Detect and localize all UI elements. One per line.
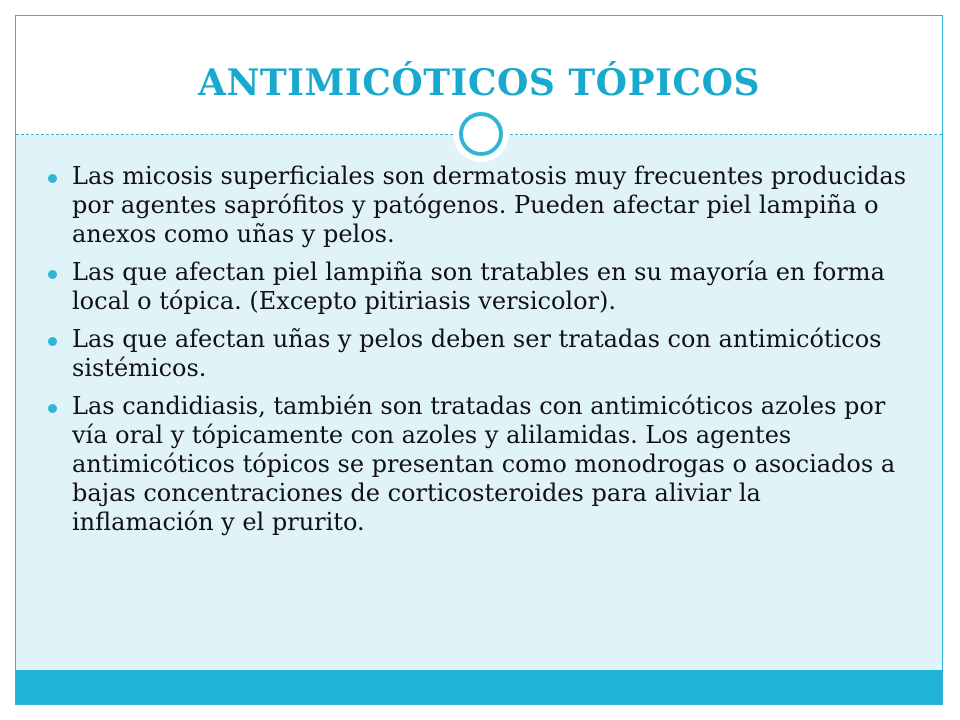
bullet-text: Las micosis superficiales son dermatosis muy frecuentes producidas por agentes saprófitos y patógenos. Pueden afectar piel lampiña o anexos como uñas y pelos. <box>72 162 907 248</box>
bullet-text: Las candidiasis, también son tratadas con antimicóticos azoles por vía oral y tópicamente con azoles y alilamidas. Los agentes antimicóticos tópicos se presentan como monodrogas o asociados a bajas concentraciones de corticosteroides para aliviar la inflamación y el prurito. <box>72 392 896 536</box>
bullet-text: Las que afectan piel lampiña son tratables en su mayoría en forma local o tópica. (Excepto pitiriasis versicolor). <box>72 258 885 315</box>
slide-frame <box>15 15 943 705</box>
slide-title: ANTIMICÓTICOS TÓPICOS <box>198 62 760 104</box>
bullet-text: Las que afectan uñas y pelos deben ser tratadas con antimicóticos sistémicos. <box>72 325 882 382</box>
